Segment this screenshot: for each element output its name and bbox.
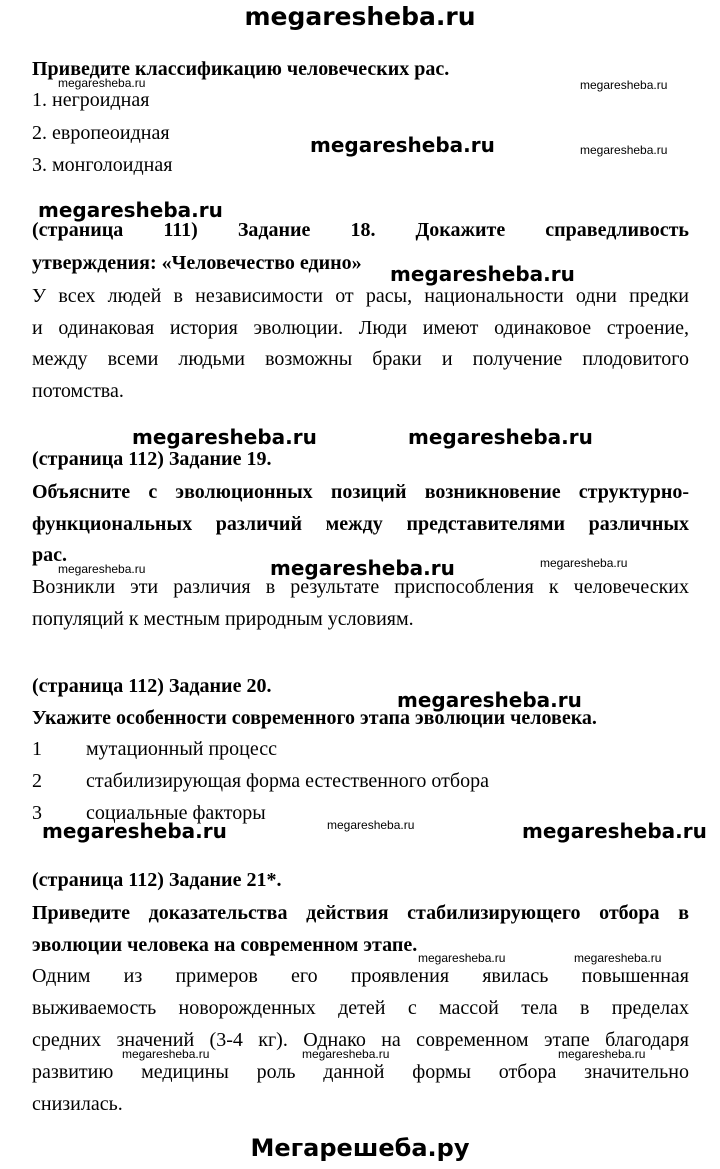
task-18-answer-line-1: У всех людей в независимости от расы, национальности одни предки [32,285,689,307]
task-20-heading: (страница 112) Задание 20. [32,675,272,697]
watermark: megaresheba.ru [408,425,593,449]
task-18-heading-line-1: (страница 111) Задание 18. Докажите справедливость [32,219,689,241]
watermark: megaresheba.ru [522,819,707,843]
list-item-race-1: 1. негроидная [32,89,150,111]
watermark: megaresheba.ru [310,133,495,157]
task-21-answer-line-5: снизилась. [32,1093,123,1115]
task-21-question-line-2: эволюции человека на современном этапе. [32,934,418,956]
list-item-number: 3 [32,802,42,824]
watermark: megaresheba.ru [270,556,455,580]
watermark-small: megaresheba.ru [327,818,415,832]
task-21-question-line-1: Приведите доказательства действия стабилизирующего отбора в [32,902,689,924]
list-item-text: мутационный процесс [86,738,278,760]
watermark: megaresheba.ru [42,819,227,843]
watermark: megaresheba.ru [397,688,582,712]
task-18-heading-line-2: утверждения: «Человечество едино» [32,252,362,274]
list-item-race-2: 2. европеоидная [32,122,170,144]
task-19-answer-line-1: Возникли эти различия в результате приспособления к человеческих [32,576,689,598]
list-item-number: 2 [32,770,42,792]
site-header: megaresheba.ru [244,2,476,31]
task-19-question-line-3: рас. [32,544,67,566]
list-item-text: социальные факторы [86,802,266,824]
task-21-answer-line-2: выживаемость новорожденных детей с массой тела в пределах [32,997,689,1019]
watermark: megaresheba.ru [132,425,317,449]
watermark-small: megaresheba.ru [558,1047,646,1061]
task-19-question-line-1: Объясните с эволюционных позиций возникновение структурно- [32,481,689,503]
task-19-question-line-2: функциональных различий между представителями различных [32,513,689,535]
task-18-answer-line-3: между всеми людьми возможны браки и получение плодовитого [32,348,689,370]
question-race-classification: Приведите классификацию человеческих рас. [32,58,450,80]
watermark-small: megaresheba.ru [580,143,668,157]
list-item-factor-1 [32,733,689,765]
watermark-small: megaresheba.ru [58,76,146,90]
list-item-text: стабилизирующая форма естественного отбора [86,770,489,792]
list-item-race-3: 3. монголоидная [32,154,173,176]
task-21-answer-line-3: средних значений (3-4 кг). Однако на современном этапе благодаря [32,1029,689,1051]
task-21-answer-line-1: Одним из примеров его проявления явилась повышенная [32,965,689,987]
list-item-factor-2 [32,765,689,797]
watermark-small: megaresheba.ru [302,1047,390,1061]
watermark-small: megaresheba.ru [540,556,628,570]
watermark-small: megaresheba.ru [580,78,668,92]
site-footer: Мегарешеба.ру [250,1134,470,1162]
list-item-number: 1 [32,738,42,760]
task-18-answer-line-4: потомства. [32,380,124,402]
task-21-answer-line-4: развитию медицины роль данной формы отбора значительно [32,1061,689,1083]
task-20-question: Укажите особенности современного этапа эволюции человека. [32,707,597,729]
watermark: megaresheba.ru [390,262,575,286]
watermark-small: megaresheba.ru [418,951,506,965]
task-19-heading: (страница 112) Задание 19. [32,448,272,470]
task-19-answer-line-2: популяций к местным природным условиям. [32,608,414,630]
watermark-small: megaresheba.ru [574,951,662,965]
task-18-answer-line-2: и одинаковая история эволюции. Люди имеют одинаковое строение, [32,317,689,339]
watermark-small: megaresheba.ru [58,562,146,576]
watermark-small: megaresheba.ru [122,1047,210,1061]
watermark: megaresheba.ru [38,198,223,222]
task-21-heading: (страница 112) Задание 21*. [32,869,282,891]
